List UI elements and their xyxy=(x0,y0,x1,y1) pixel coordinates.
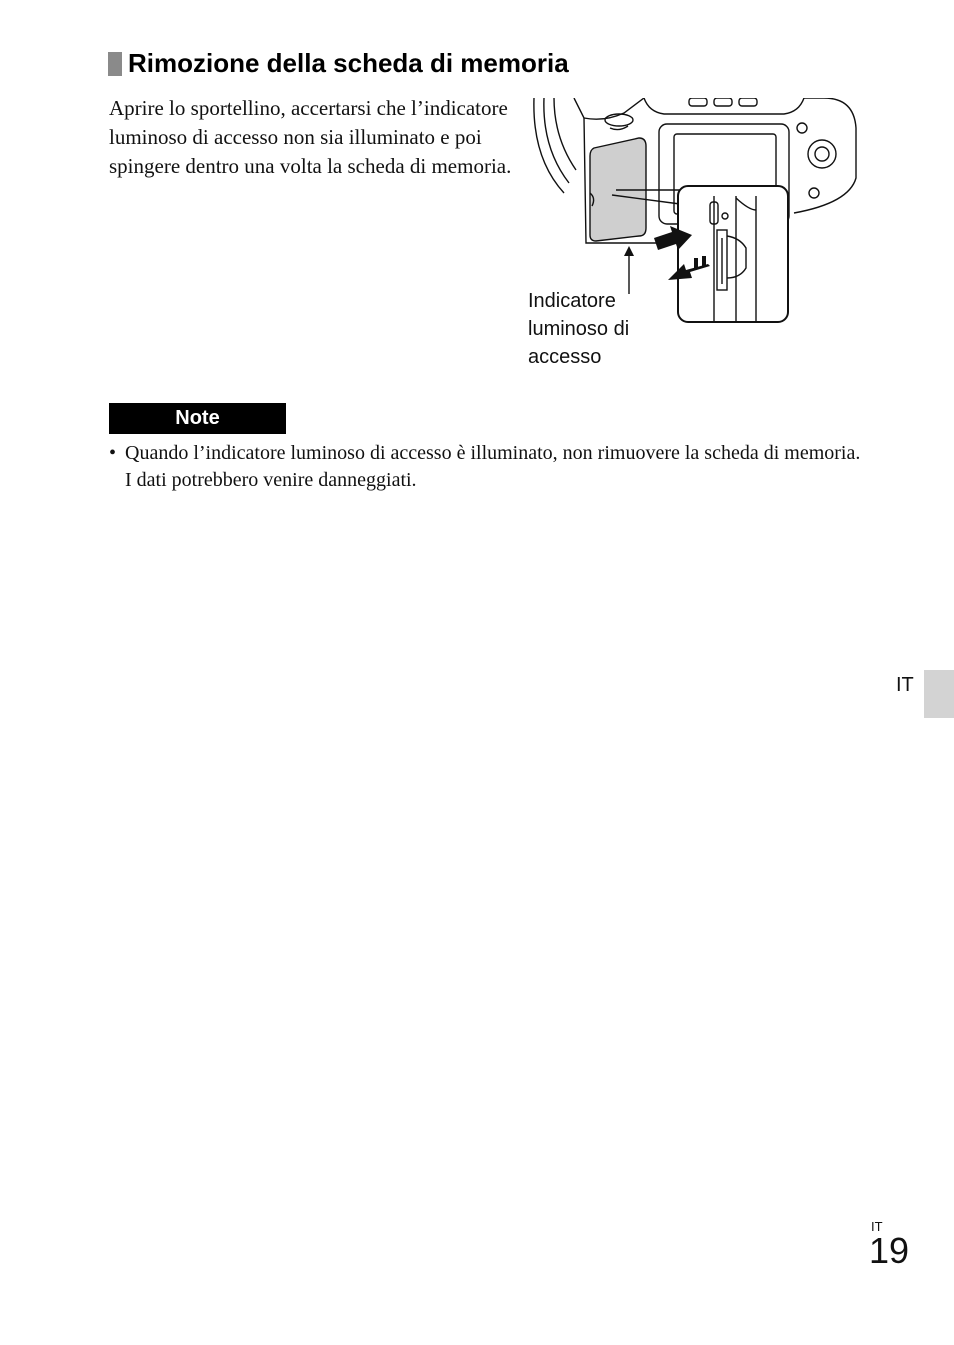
instruction-text: Aprire lo sportellino, accertarsi che l’indicatore luminoso di accesso non sia illuminato e poi spingere dentro una volta la scheda di memoria. xyxy=(109,96,512,178)
language-tab xyxy=(924,670,954,718)
note-heading: Note xyxy=(109,403,286,434)
note-item xyxy=(109,440,869,494)
note-item-text: Quando l’indicatore luminoso di accesso è illuminato, non rimuovere la scheda di memoria. I dati potrebbero venire danneggiati. xyxy=(125,442,861,491)
footer-language: IT xyxy=(871,1219,883,1234)
title-marker xyxy=(108,52,122,76)
page-number: 19 xyxy=(869,1230,910,1271)
side-tab-label: IT xyxy=(896,674,914,696)
section-title-text: Rimozione della scheda di memoria xyxy=(128,48,569,78)
bullet-icon: • xyxy=(109,442,117,464)
access-lamp-label: Indicatore luminoso di accesso xyxy=(528,290,630,368)
note-list xyxy=(109,440,869,494)
section-title xyxy=(108,48,569,79)
